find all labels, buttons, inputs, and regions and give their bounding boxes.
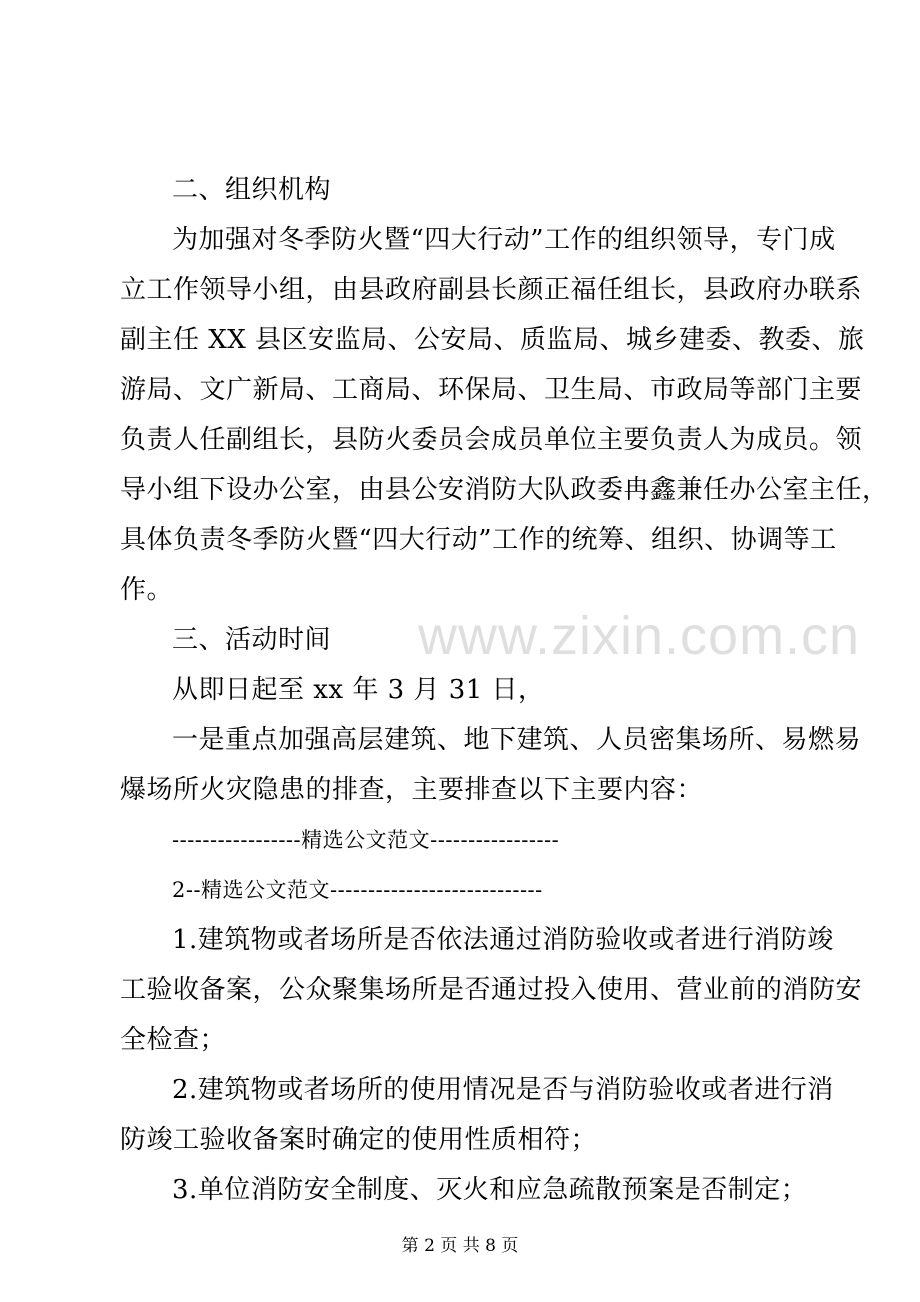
watermark-text: www.zixin.com.cn (418, 606, 861, 666)
paragraph-line: 导小组下设办公室，由县公安消防大队政委冉鑫兼任办公室主任， (120, 475, 889, 505)
paragraph-line: 工验收备案，公众聚集场所是否通过投入使用、营业前的消防安 (120, 975, 863, 1005)
paragraph-line: 副主任 XX 县区安监局、公安局、质监局、城乡建委、教委、旅 (120, 325, 865, 355)
paragraph-line: 负责人任副组长，县防火委员会成员单位主要负责人为成员。领 (120, 425, 863, 455)
paragraph-line: 全检查； (120, 1025, 227, 1055)
list-item: 3.单位消防安全制度、灭火和应急疏散预案是否制定； (172, 1175, 808, 1205)
separator-line: 2--精选公文范文---------------------------- (172, 878, 543, 902)
section-heading-organization: 二、组织机构 (172, 175, 332, 205)
paragraph-line: 作。 (120, 575, 174, 605)
section-heading-activity-time: 三、活动时间 (172, 625, 332, 655)
paragraph-line: 防竣工验收备案时确定的使用性质相符； (120, 1125, 598, 1155)
paragraph-line: 从即日起至 xx 年 3 月 31 日， (172, 675, 545, 705)
paragraph-line: 游局、文广新局、工商局、环保局、卫生局、市政局等部门主要 (120, 375, 863, 405)
paragraph-line: 立工作领导小组，由县政府副县长颜正福任组长，县政府办联系 (120, 275, 863, 305)
paragraph-line: 一是重点加强高层建筑、地下建筑、人员密集场所、易燃易 (172, 725, 862, 755)
list-item: 1.建筑物或者场所是否依法通过消防验收或者进行消防竣 (172, 925, 834, 955)
paragraph-line: 爆场所火灾隐患的排查，主要排查以下主要内容： (120, 775, 704, 805)
paragraph-line: 具体负责冬季防火暨“四大行动”工作的统筹、组织、协调等工 (120, 525, 837, 555)
page-number-footer: 第 2 页 共 8 页 (401, 1236, 519, 1256)
paragraph-line: 为加强对冬季防火暨“四大行动”工作的组织领导，专门成 (172, 225, 836, 255)
list-item: 2.建筑物或者场所的使用情况是否与消防验收或者进行消 (172, 1075, 834, 1105)
separator-line: -----------------精选公文范文----------------- (172, 828, 560, 852)
